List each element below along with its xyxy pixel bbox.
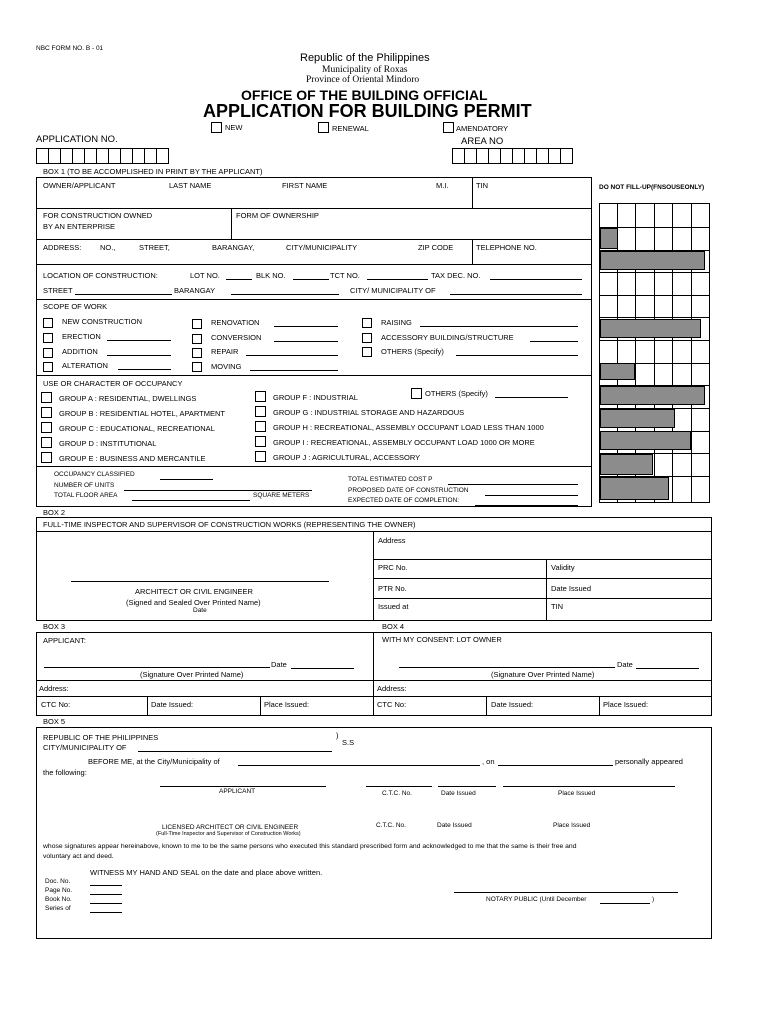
tin-label: TIN	[476, 181, 489, 190]
ctc-no-label-1: C.T.C. No.	[382, 790, 412, 797]
moving-label: MOVING	[211, 362, 242, 371]
by-enterprise-label: BY AN ENTERPRISE	[43, 222, 115, 231]
group-b-label: GROUP B : RESIDENTIAL HOTEL, APARTMENT	[59, 409, 226, 418]
group-d-checkbox[interactable]	[41, 437, 52, 448]
renovation-checkbox[interactable]	[192, 319, 202, 329]
renewal-checkbox[interactable]	[318, 122, 329, 133]
tct-no-label: TCT NO.	[330, 271, 360, 280]
renovation-label: RENOVATION	[211, 318, 260, 327]
scope-label: SCOPE OF WORK	[43, 302, 108, 311]
conversion-checkbox[interactable]	[192, 334, 202, 344]
group-a-label: GROUP A : RESIDENTIAL, DWELLINGS	[59, 394, 197, 403]
form-number: NBC FORM NO. B - 01	[36, 45, 104, 52]
repair-checkbox[interactable]	[192, 348, 202, 358]
box4-label: BOX 4	[382, 622, 405, 631]
box3-date-label: Date	[271, 660, 287, 669]
date-issued-label-2: Date Issued	[437, 822, 472, 829]
occupancy-label: USE OR CHARACTER OF OCCUPANCY	[43, 379, 183, 388]
witness-text: WITNESS MY HAND AND SEAL on the date and place above written.	[90, 868, 323, 877]
applicant-label: APPLICANT:	[43, 636, 86, 645]
area-no-label: AREA NO	[461, 136, 504, 147]
before-me-label: BEFORE ME, at the City/Municipality of	[88, 757, 220, 766]
place-issued-label-1: Place Issued	[558, 790, 596, 797]
accessory-label: ACCESSORY BUILDING/STRUCTURE	[381, 333, 514, 342]
floor-area-label: TOTAL FLOOR AREA	[54, 492, 118, 499]
group-j-checkbox[interactable]	[255, 451, 266, 462]
group-c-label: GROUP C : EDUCATIONAL, RECREATIONAL	[59, 424, 215, 433]
alteration-label: ALTERATION	[62, 361, 108, 370]
expected-date-label: EXPECTED DATE OF COMPLETION:	[348, 497, 460, 504]
republic-heading: Republic of the Philippines	[300, 52, 430, 64]
series-of-label: Series of	[45, 905, 71, 912]
proposed-date-label: PROPOSED DATE OF CONSTRUCTION	[348, 487, 469, 494]
total-cost-label: TOTAL ESTIMATED COST P	[348, 476, 433, 483]
no-label: NO.,	[100, 243, 116, 252]
applicant-sig-label: APPLICANT	[219, 788, 256, 795]
new-construction-checkbox[interactable]	[43, 318, 53, 328]
city-label: CITY/MUNICIPALITY	[286, 243, 358, 252]
amendatory-label: AMENDATORY	[456, 124, 509, 133]
book-no-label: Book No.	[45, 896, 72, 903]
form-title: APPLICATION FOR BUILDING PERMIT	[203, 101, 532, 121]
on-label: , on	[482, 757, 495, 766]
architect-label: ARCHITECT OR CIVIL ENGINEER	[135, 587, 253, 596]
box4-address-label: Address:	[377, 684, 407, 693]
others-occupancy-label: OTHERS (Specify)	[425, 389, 488, 398]
lot-no-label: LOT NO.	[190, 271, 220, 280]
group-h-checkbox[interactable]	[255, 421, 266, 432]
application-no-label: APPLICATION NO.	[36, 134, 118, 145]
group-c-checkbox[interactable]	[41, 422, 52, 433]
notary-label: NOTARY PUBLIC (Until December	[486, 896, 587, 903]
address-label: ADDRESS:	[43, 243, 82, 252]
box3-address-label: Address:	[39, 684, 69, 693]
others-occupancy-checkbox[interactable]	[411, 388, 422, 399]
box1-label: BOX 1 (TO BE ACCOMPLISHED IN PRINT BY THE APPLICANT)	[43, 167, 263, 176]
new-label: NEW	[225, 123, 243, 132]
issued-at-label: Issued at	[378, 602, 409, 611]
appeared-label: personally appeared	[615, 757, 683, 766]
whose-text-2: voluntary act and deed.	[43, 853, 114, 860]
box4-ctc-label: CTC No:	[377, 700, 407, 709]
following-label: the following:	[43, 768, 87, 777]
group-j-label: GROUP J : AGRICULTURAL, ACCESSORY	[273, 453, 421, 462]
box4-date-label: Date	[617, 660, 633, 669]
validity-label: Validity	[551, 563, 575, 572]
addition-checkbox[interactable]	[43, 348, 53, 358]
others-scope-label: OTHERS (Specify)	[381, 347, 444, 356]
group-g-label: GROUP G : INDUSTRIAL STORAGE AND HAZARDOUS	[273, 408, 465, 417]
box4-place-issued-label: Place Issued:	[603, 700, 649, 709]
occupancy-classified-label: OCCUPANCY CLASSIFIED	[54, 471, 135, 478]
last-name-label: LAST NAME	[169, 181, 212, 190]
new-construction-label: NEW CONSTRUCTION	[62, 317, 142, 326]
barangay-label: BARANGAY,	[212, 243, 255, 252]
box4-date-issued-label: Date Issued:	[491, 700, 534, 709]
blk-no-label: BLK NO.	[256, 271, 286, 280]
zip-label: ZIP CODE	[418, 243, 454, 252]
ctc-no-label-2: C.T.C. No.	[376, 822, 406, 829]
square-meters-label: SQUARE METERS	[253, 492, 310, 499]
republic-paren: )	[336, 731, 339, 740]
box3-label: BOX 3	[43, 622, 66, 631]
do-not-fill-label: DO NOT FILL-UP(FNSOUSEONLY)	[599, 184, 705, 191]
city-of-label: CITY/ MUNICIPALITY OF	[350, 286, 436, 295]
group-h-label: GROUP H : RECREATIONAL, ASSEMBLY OCCUPANT LOAD LESS THAN 1000	[273, 423, 544, 432]
for-construction-label: FOR CONSTRUCTION OWNED	[43, 211, 153, 220]
prc-no-label: PRC No.	[378, 563, 408, 572]
office-use-grid	[599, 203, 711, 503]
province-heading: Province of Oriental Mindoro	[306, 75, 420, 85]
erection-label: ERECTION	[62, 332, 101, 341]
group-i-checkbox[interactable]	[255, 436, 266, 447]
raising-label: RAISING	[381, 318, 412, 327]
box4-signature-label: (Signature Over Printed Name)	[491, 670, 595, 679]
box2-tin-label: TIN	[551, 602, 564, 611]
box3-ctc-label: CTC No:	[41, 700, 71, 709]
group-g-checkbox[interactable]	[255, 406, 266, 417]
group-f-checkbox[interactable]	[255, 391, 266, 402]
republic-line-label: REPUBLIC OF THE PHILIPPINES	[43, 733, 159, 742]
telephone-label: TELEPHONE NO.	[476, 243, 537, 252]
owner-label: OWNER/APPLICANT	[43, 181, 116, 190]
accessory-checkbox[interactable]	[362, 333, 372, 343]
box2-label: BOX 2	[43, 508, 66, 517]
ptr-no-label: PTR No.	[378, 584, 407, 593]
box5-city-label: CITY/MUNICIPALITY OF	[43, 743, 127, 752]
form-ownership-label: FORM OF OWNERSHIP	[236, 211, 319, 220]
date-issued-label-1: Date Issued	[441, 790, 476, 797]
box3-place-issued-label: Place Issued:	[264, 700, 310, 709]
doc-no-label: Doc. No.	[45, 878, 71, 885]
signed-sealed-label: (Signed and Sealed Over Printed Name)	[126, 598, 261, 607]
box3-date-issued-label: Date Issued:	[151, 700, 194, 709]
erection-checkbox[interactable]	[43, 333, 53, 343]
licensed-sub-label: (Full-Time Inspector and Supervisor of Construction Works)	[156, 831, 301, 837]
box2-date-label: Date	[193, 607, 207, 614]
group-f-label: GROUP F : INDUSTRIAL	[273, 393, 358, 402]
office-heading: OFFICE OF THE BUILDING OFFICIAL	[241, 87, 488, 103]
tax-dec-label: TAX DEC. NO.	[431, 271, 481, 280]
box3-signature-label: (Signature Over Printed Name)	[140, 670, 244, 679]
licensed-label: LICENSED ARCHITECT OR CIVIL ENGINEER	[162, 824, 299, 831]
group-e-label: GROUP E : BUSINESS AND MERCANTILE	[59, 454, 206, 463]
others-scope-checkbox[interactable]	[362, 347, 372, 357]
mi-label: M.I.	[436, 181, 449, 190]
notary-end-label: )	[652, 896, 655, 903]
units-label: NUMBER OF UNITS	[54, 482, 115, 489]
renewal-label: RENEWAL	[332, 124, 369, 133]
whose-text-1: whose signatures appear hereinabove, known to me to be the same persons who executed this standard prescribed form and acknowledged to me that the same is their free and	[43, 843, 577, 850]
municipality-heading: Municipality of Roxas	[322, 65, 408, 75]
repair-label: REPAIR	[211, 347, 239, 356]
barangay2-label: BARANGAY	[174, 286, 216, 295]
amendatory-checkbox[interactable]	[443, 122, 454, 133]
raising-checkbox[interactable]	[362, 318, 372, 328]
box5-label: BOX 5	[43, 717, 66, 726]
box2-date-issued-label: Date Issued	[551, 584, 592, 593]
street-label: STREET,	[139, 243, 170, 252]
box2-title: FULL-TIME INSPECTOR AND SUPERVISOR OF CONSTRUCTION WORKS (REPRESENTING THE OWNER)	[43, 520, 416, 529]
place-issued-label-2: Place Issued	[553, 822, 591, 829]
box2-address-label: Address	[378, 536, 406, 545]
conversion-label: CONVERSION	[211, 333, 262, 342]
street2-label: STREET	[43, 286, 73, 295]
moving-checkbox[interactable]	[192, 362, 202, 372]
page-no-label: Page No.	[45, 887, 73, 894]
location-label: LOCATION OF CONSTRUCTION:	[43, 271, 158, 280]
new-checkbox[interactable]	[211, 122, 222, 133]
consent-label: WITH MY CONSENT: LOT OWNER	[382, 635, 502, 644]
group-b-checkbox[interactable]	[41, 407, 52, 418]
group-e-checkbox[interactable]	[41, 452, 52, 463]
first-name-label: FIRST NAME	[282, 181, 328, 190]
group-d-label: GROUP D : INSTITUTIONAL	[59, 439, 157, 448]
group-i-label: GROUP I : RECREATIONAL, ASSEMBLY OCCUPANT LOAD 1000 OR MORE	[273, 438, 535, 447]
addition-label: ADDITION	[62, 347, 98, 356]
alteration-checkbox[interactable]	[43, 362, 53, 372]
ss-label: S.S	[342, 738, 355, 747]
group-a-checkbox[interactable]	[41, 392, 52, 403]
